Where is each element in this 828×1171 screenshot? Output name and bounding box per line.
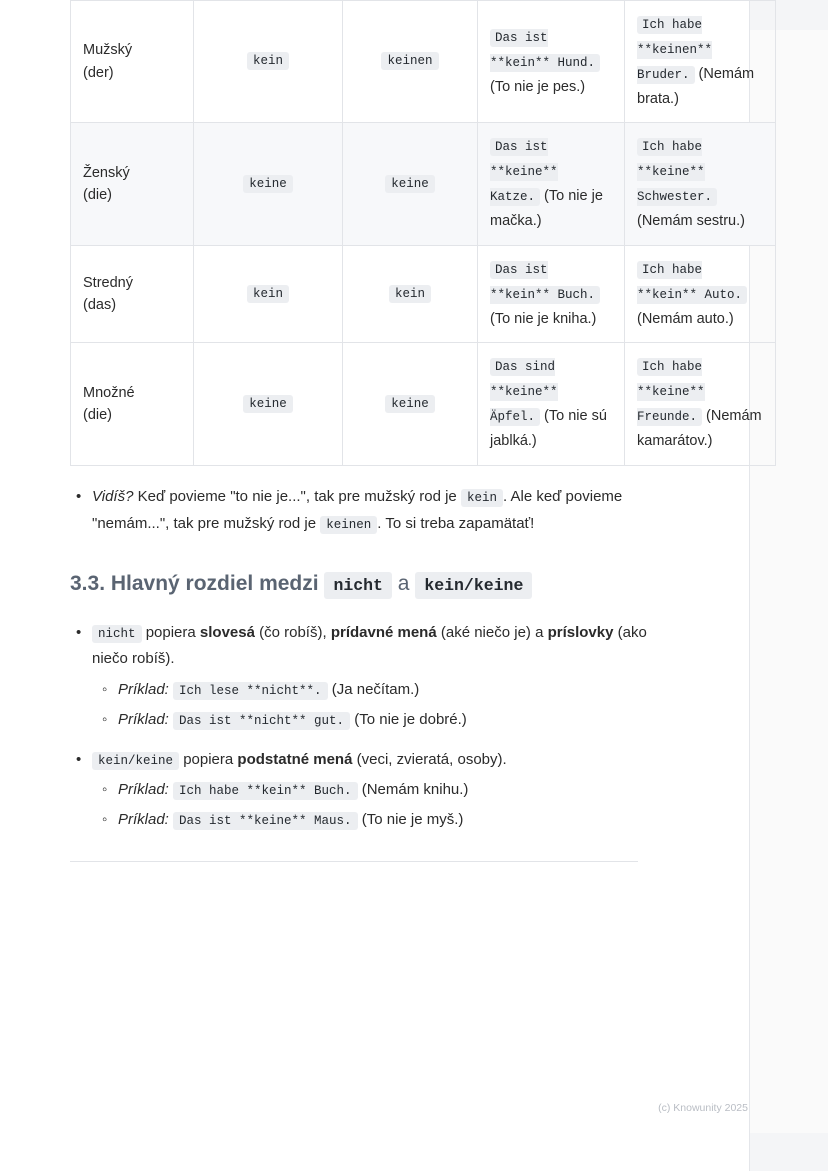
list-item [92, 747, 650, 836]
gender-cell [71, 343, 194, 465]
example-accusative-cell [625, 245, 776, 342]
nominative-cell [194, 1, 343, 123]
tip-lead: Vidíš? [92, 487, 134, 505]
gender-label-line1: Mužský [83, 42, 133, 59]
accusative-code: keine [385, 395, 435, 413]
list-item [92, 620, 650, 735]
table-row [71, 123, 776, 245]
divider [70, 861, 638, 862]
example-nominative-translation: (To nie je kniha.) [490, 310, 597, 327]
table-row [71, 343, 776, 465]
section-conjunction: a [397, 572, 410, 596]
accusative-cell [343, 1, 478, 123]
document-content [70, 0, 762, 862]
rule-text-before: popiera [183, 750, 234, 768]
section-code-kein-keine: kein/keine [415, 572, 532, 599]
rule-mid-3: (ako niečo robíš). [92, 623, 647, 668]
example-nominative-code: Das ist **kein** Hund. [490, 29, 600, 72]
rule-bold-1: podstatné mená [237, 750, 353, 768]
example-accusative-translation: (Nemám sestru.) [637, 213, 745, 230]
list-item [118, 705, 650, 735]
example-accusative-code: Ich habe **kein** Auto. [637, 261, 747, 304]
example-nominative-cell [478, 245, 625, 342]
example-label: Príklad: [118, 710, 169, 728]
example-label: Príklad: [118, 811, 169, 829]
nominative-cell [194, 245, 343, 342]
list-item [118, 805, 650, 835]
rule-code-kein-keine: kein/keine [92, 752, 179, 770]
example-accusative-code: Ich habe **keinen** Bruder. [637, 18, 713, 82]
accusative-cell [343, 343, 478, 465]
example-code: Ich lese **nicht**. [173, 682, 328, 700]
tip-text-3: . To si treba zapamätať! [377, 514, 535, 532]
nominative-code: kein [247, 52, 289, 70]
section-code-nicht: nicht [324, 572, 392, 599]
nominative-code: keine [243, 395, 293, 413]
example-nominative-translation: (To nie sú jablká.) [490, 408, 607, 450]
gender-label-line1: Stredný [83, 274, 133, 291]
page-title [70, 567, 650, 601]
gender-cell [71, 1, 194, 123]
example-nominative-code: Das sind **keine** Äpfel. [490, 360, 558, 425]
examples-list [92, 675, 650, 735]
list-item [118, 675, 650, 705]
rule-bold-2: prídavné mená [330, 623, 437, 641]
example-translation: (Ja nečítam.) [331, 680, 420, 698]
tip-text-1: Keď povieme "to nie je...", tak pre mužský rod je [137, 487, 457, 505]
example-accusative-code: Ich habe **keine** Schwester. [637, 138, 717, 206]
gender-label-line2: (die) [83, 187, 113, 204]
gender-label-line1: Množné [83, 384, 135, 401]
accusative-cell [343, 245, 478, 342]
table-row [71, 245, 776, 342]
nominative-code: kein [247, 285, 289, 303]
section-number-title: 3.3. Hlavný rozdiel medzi [70, 572, 319, 596]
rules-list [70, 620, 650, 836]
example-nominative-translation: (To nie je pes.) [490, 78, 586, 95]
example-nominative-cell [478, 343, 625, 465]
rule-mid-1: (čo robíš), [259, 623, 327, 641]
tip-text-2: . Ale keď povieme "nemám...", tak pre mužský rod je [92, 487, 623, 532]
nominative-code: keine [243, 175, 293, 193]
example-nominative-code: Das ist **keine** Katze. [490, 140, 558, 205]
nominative-cell [194, 343, 343, 465]
example-accusative-translation: (Nemám brata.) [637, 66, 755, 107]
rule-bold-1: slovesá [199, 623, 255, 641]
example-accusative-cell [625, 123, 776, 245]
example-nominative-code: Das ist **kein** Buch. [490, 261, 600, 304]
tip-list [70, 484, 650, 538]
accusative-cell [343, 123, 478, 245]
table-row [71, 1, 776, 123]
examples-list [92, 775, 650, 835]
example-nominative-cell [478, 1, 625, 123]
tip-code-keinen: keinen [320, 516, 377, 534]
kein-declension-table [70, 0, 776, 466]
example-accusative-cell [625, 343, 776, 465]
accusative-code: keinen [381, 52, 438, 70]
example-label: Príklad: [118, 680, 169, 698]
example-code: Das ist **nicht** gut. [173, 712, 350, 730]
example-label: Príklad: [118, 781, 169, 799]
example-accusative-cell [625, 1, 776, 123]
gender-label-line1: Ženský [83, 164, 130, 181]
accusative-code: kein [389, 285, 431, 303]
gender-cell [71, 123, 194, 245]
example-translation: (To nie je myš.) [361, 811, 464, 829]
example-nominative-translation: (To nie je mačka.) [490, 188, 603, 230]
gender-label-line2: (der) [83, 64, 114, 81]
example-nominative-cell [478, 123, 625, 245]
rule-code-nicht: nicht [92, 625, 142, 643]
example-translation: (Nemám knihu.) [361, 781, 469, 799]
example-translation: (To nie je dobré.) [354, 710, 467, 728]
example-accusative-code: Ich habe **keine** Freunde. [637, 360, 705, 425]
gender-label-line2: (das) [83, 297, 117, 314]
example-code: Ich habe **kein** Buch. [173, 782, 358, 800]
example-code: Das ist **keine** Maus. [173, 812, 358, 830]
gender-label-line2: (die) [83, 407, 113, 424]
rule-mid-1: (veci, zvieratá, osoby). [356, 750, 507, 768]
tip-code-kein: kein [461, 489, 503, 507]
accusative-code: keine [385, 175, 435, 193]
example-accusative-translation: (Nemám auto.) [637, 310, 734, 327]
rule-mid-2: (aké niečo je) a [440, 623, 544, 641]
example-accusative-translation: (Nemám kamarátov.) [637, 408, 762, 450]
rule-bold-3: príslovky [547, 623, 614, 641]
nominative-cell [194, 123, 343, 245]
footer-copyright: (c) Knowunity 2025 [658, 1102, 748, 1114]
gender-cell [71, 245, 194, 342]
list-item [92, 484, 650, 538]
rule-text-before: popiera [145, 623, 196, 641]
list-item [118, 775, 650, 805]
